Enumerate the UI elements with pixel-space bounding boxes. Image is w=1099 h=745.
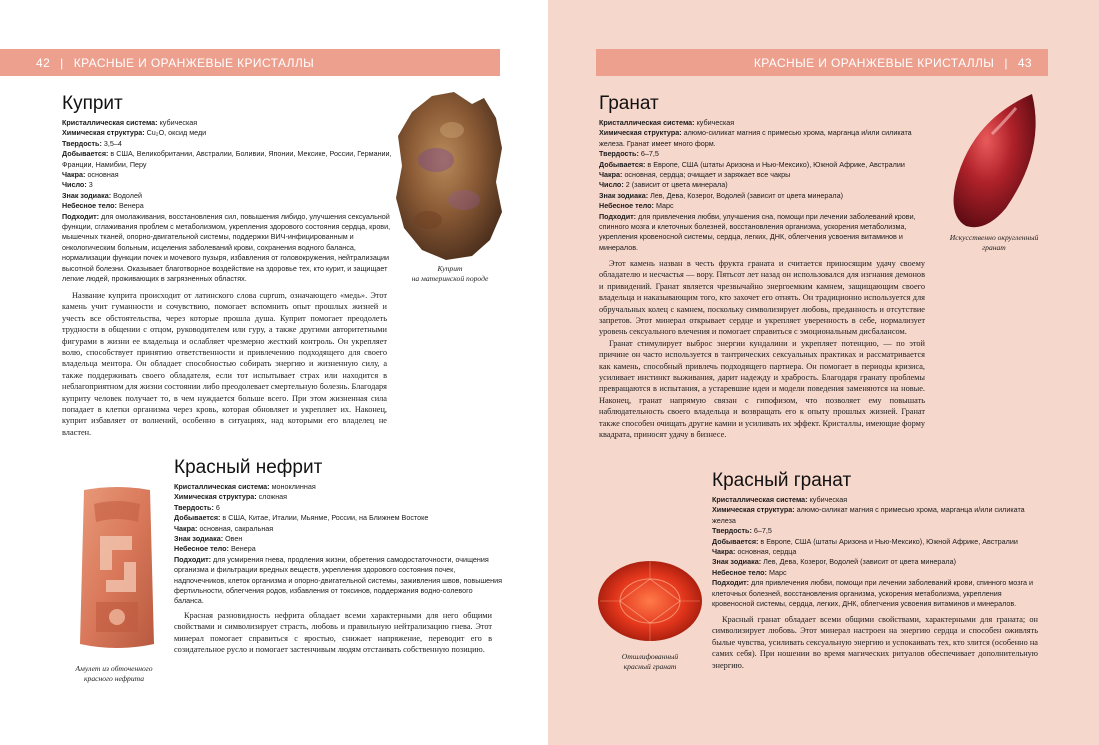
cuprite-specs — [62, 118, 392, 285]
garnet-body — [599, 258, 925, 441]
spec-line: Чакра: основная — [62, 170, 119, 180]
cuprite-caption: Куприт на материнской породе — [411, 264, 489, 283]
red-jade-specs — [174, 482, 504, 607]
spec-line: Знак зодиака: Овен — [174, 534, 243, 544]
spec-line: Химическая структура: алюмо-силикат магния с примесью хрома, марганца и/или силиката железа — [712, 505, 1025, 525]
red-garnet-caption: Отшлифованный красный гранат — [621, 652, 679, 671]
rounded-garnet-image — [946, 90, 1041, 232]
cuprite-image — [392, 90, 507, 262]
red-garnet-paragraph: Красный гранат обладает всеми общими свойствами, характерными для граната; он символизирует любовь. Этот минерал настроен на энергию сердца и способен оживлять былые чувства, усиливать сексуальную энергию и успокаивать тех, кто злится (особенно на самих себя). При ношении во время магических ритуалов обеспечивает дополнительную энергию. — [712, 615, 1038, 670]
red-jade-amulet-image — [72, 484, 162, 656]
spec-line: Чакра: основная, сердца; очищает и заряжает все чакры — [599, 170, 791, 180]
spec-line: Химическая структура: Cu₂O, оксид меди — [62, 128, 207, 138]
red-jade-body — [174, 610, 492, 656]
spec-line: Кристаллическая система: кубическая — [712, 495, 848, 504]
spec-line: Химическая структура: алюмо-силикат магния с примесью хрома, марганца и/или силиката железа. Гранат имеет много форм. — [599, 128, 912, 148]
left-page — [0, 0, 548, 745]
cuprite-title: Куприт — [62, 93, 123, 114]
spec-line: Небесное тело: Марс — [712, 567, 787, 577]
spec-line: Твердость: 6 — [174, 502, 220, 512]
right-page-number: 43 — [1017, 55, 1032, 70]
spec-line: Знак зодиака: Лев, Дева, Козерог, Водолей (зависит от цвета минерала) — [712, 557, 956, 567]
right-section-title: КРАСНЫЕ И ОРАНЖЕВЫЕ КРИСТАЛЛЫ — [753, 55, 995, 70]
spec-line: Добывается: в США, Великобритании, Австралии, Боливии, Японии, Мексике, России, Германии, Франции, Намибии, Перу — [62, 149, 392, 169]
right-page — [548, 0, 1099, 745]
spec-line: Подходит: для привлечения любви, улучшения сна, помощи при лечении заболеваний крови, спинного мозга и клеточных болезней, восстановления организма, ускорения метаболизма, укрепления кровеносной системы, сердца, легких, ДНК, облегчения усвоения витаминов и минералов. — [599, 211, 916, 252]
cuprite-body — [62, 290, 387, 438]
spec-line: Чакра: основная, сердца — [712, 547, 797, 557]
spec-line: Небесное тело: Венера — [174, 544, 256, 554]
spec-line: Добывается: в Европе, США (штаты Аризона и Нью-Мексико), Южной Африке, Австралии — [599, 159, 905, 169]
garnet-specs — [599, 118, 929, 253]
faceted-red-garnet-image — [596, 558, 704, 644]
spec-line: Кристаллическая система: моноклинная — [174, 482, 316, 491]
spec-line: Химическая структура: сложная — [174, 492, 288, 502]
spec-line: Небесное тело: Марс — [599, 201, 674, 211]
spec-line: Подходит: для усмирения гнева, продления жизни, обретения самодостаточности, очищения организма и фильтрации вредных веществ, укрепления здорового состояния почек, надпочечников, клеток организма и опорно-двигательной системы, заживления швов, повышения фертильности, облегчения родов, избавления от токсинов, поддержания водно-солевого баланса. — [174, 554, 503, 606]
spec-line: Твердость: 6–7,5 — [599, 149, 659, 159]
garnet-title: Гранат — [599, 93, 659, 114]
garnet-paragraph: Этот камень назван в честь фрукта граната и считается приносящим удачу своему обладателю и несчастья — вору. Пятьсот лет назад он использовался для изгнания демонов и привидений. Гранат является чрезвычайно энергоемким камнем, защищающим своего владельца и наказывающим того, кто захочет его отнять. Он традиционно используется для обручальных колец с камнем, поскольку символизирует любовь, преданность и отсутствие запретов. Этот минерал открывает сердце и укрепляет уверенность в себе, нормализует уровень сексуального влечения и помогает справиться с эмоциональным дисбалансом. — [599, 259, 925, 337]
garnet-paragraph: Гранат стимулирует выброс энергии кундалини и укрепляет потенцию, — по этой причине он часто используется в тантрических сексуальных практиках и рассматривается как камень, способный привлечь подходящего партнера. Он помогает в периоды кризиса, усиливает инстинкт выживания, дарит надежду и храбрость. Благодаря гранату проблемы превращаются в испытания, а устаревшие идеи и модели поведения заменяются на новые. Наконец, гранат напрямую связан с гипофизом, что позволяет ему повышать наблюдательность своего владельца и возвращать его к опыту прошлых жизней. Гранат также способен очищать другие камни и усиливать их эффект. Кристаллы, имеющие форму квадрата, приносят удачу в бизнесе. — [599, 338, 925, 440]
spec-line: Число: 3 — [62, 180, 93, 190]
right-header-band — [596, 49, 1048, 76]
header-separator: | — [1004, 55, 1008, 70]
header-separator: | — [60, 55, 64, 70]
spec-line: Добывается: в США, Китае, Италии, Мьянме, России, на Ближнем Востоке — [174, 513, 429, 523]
spec-line: Кристаллическая система: кубическая — [599, 118, 735, 127]
spec-line: Подходит: для омолаживания, восстановления сил, повышения либидо, улучшения сексуальной функции, сглаживания проблем с метаболизмом, укрепления здорового состояния сердца, крови, мышечных тканей, опорно-двигательной системы, поддержки ВИЧ-инфицированным и онкологическим больным, исцеления заболеваний крови, сохранения водного баланса, нормализации функции почек и мочевого пузыря, избавления от головокружения, нейтрализации высотной болезни. Оказывает благотворное воздействие на здоровье тех, кто курит, и защищает легкие людей, проживающих в загрязненных областях. — [62, 211, 391, 284]
spec-line: Небесное тело: Венера — [62, 201, 144, 211]
spec-line: Чакра: основная, сакральная — [174, 523, 274, 533]
red-garnet-specs — [712, 495, 1042, 609]
spec-line: Твердость: 3,5–4 — [62, 138, 122, 148]
red-jade-paragraph: Красная разновидность нефрита обладает всеми характерными для него общими свойствами и символизирует страсть, любовь и правильную нейтрализацию гнева. Этот минерал помогает справиться с яростью, снижает напряжение, переводит его в созидательное русло и помогает застенчивым людям отстаивать собственную позицию. — [174, 611, 492, 655]
red-jade-caption: Амулет из обточенного красного нефрита — [75, 664, 153, 683]
spec-line: Добывается: в Европе, США (штаты Аризона и Нью-Мексико), Южной Африке, Австралии — [712, 536, 1018, 546]
left-header-band — [0, 49, 500, 76]
spec-line: Знак зодиака: Лев, Дева, Козерог, Водолей (зависит от цвета минерала) — [599, 190, 843, 200]
garnet-caption: Искусственно округленный гранат — [949, 233, 1039, 252]
cuprite-paragraph: Название куприта происходит от латинского слова cuprum, означающего «медь». Этот камень учит гуманности и сочувствию, помогает вспомнить опыт прошлых жизней и учесть все обстоятельства, через которые прошла душа. Куприт помогает преодолеть трудности в общении с отцом, руководителем или гуру, а также другими авторитетными фигурами в жизни ее владельца и ослабляет чрезмерно жесткий контроль. Он укрепляет волю, способствует принятию ответственности и привлечению подходящего для своего владельца ментора. Он обладает способностью собирать энергию и жизненную силу, а также поддерживать своего обладателя, если тот испытывает страх или находится в неблагоприятном для жизни состоянии либо преодолевает смертельную болезнь. Благодаря куприту человек получает то, в чем нуждается больше всего. При этом жизненная сила попадает в клетки организма через кровь, которая обновляет и укрепляет их. Наконец, куприт избавляет от волнений, особенно в ситуациях, над которыми его владелец не властен. — [62, 291, 387, 437]
left-page-number: 42 — [36, 55, 51, 70]
spec-line: Кристаллическая система: кубическая — [62, 118, 198, 127]
red-garnet-title: Красный гранат — [712, 470, 852, 491]
spec-line: Твердость: 6–7,5 — [712, 526, 772, 536]
left-section-title: КРАСНЫЕ И ОРАНЖЕВЫЕ КРИСТАЛЛЫ — [73, 55, 315, 70]
spec-line: Знак зодиака: Водолей — [62, 190, 142, 200]
red-jade-title: Красный нефрит — [174, 457, 323, 478]
red-garnet-body — [712, 614, 1038, 671]
spec-line: Число: 2 (зависит от цвета минерала) — [599, 180, 728, 190]
spec-line: Подходит: для привлечения любви, помощи при лечении заболеваний крови, спинного мозга и клеточных болезней, восстановления организма, ускорения метаболизма, укрепления кровеносной системы, сердца, легких, ДНК, облегчения усвоения витаминов и минералов. — [712, 578, 1033, 609]
